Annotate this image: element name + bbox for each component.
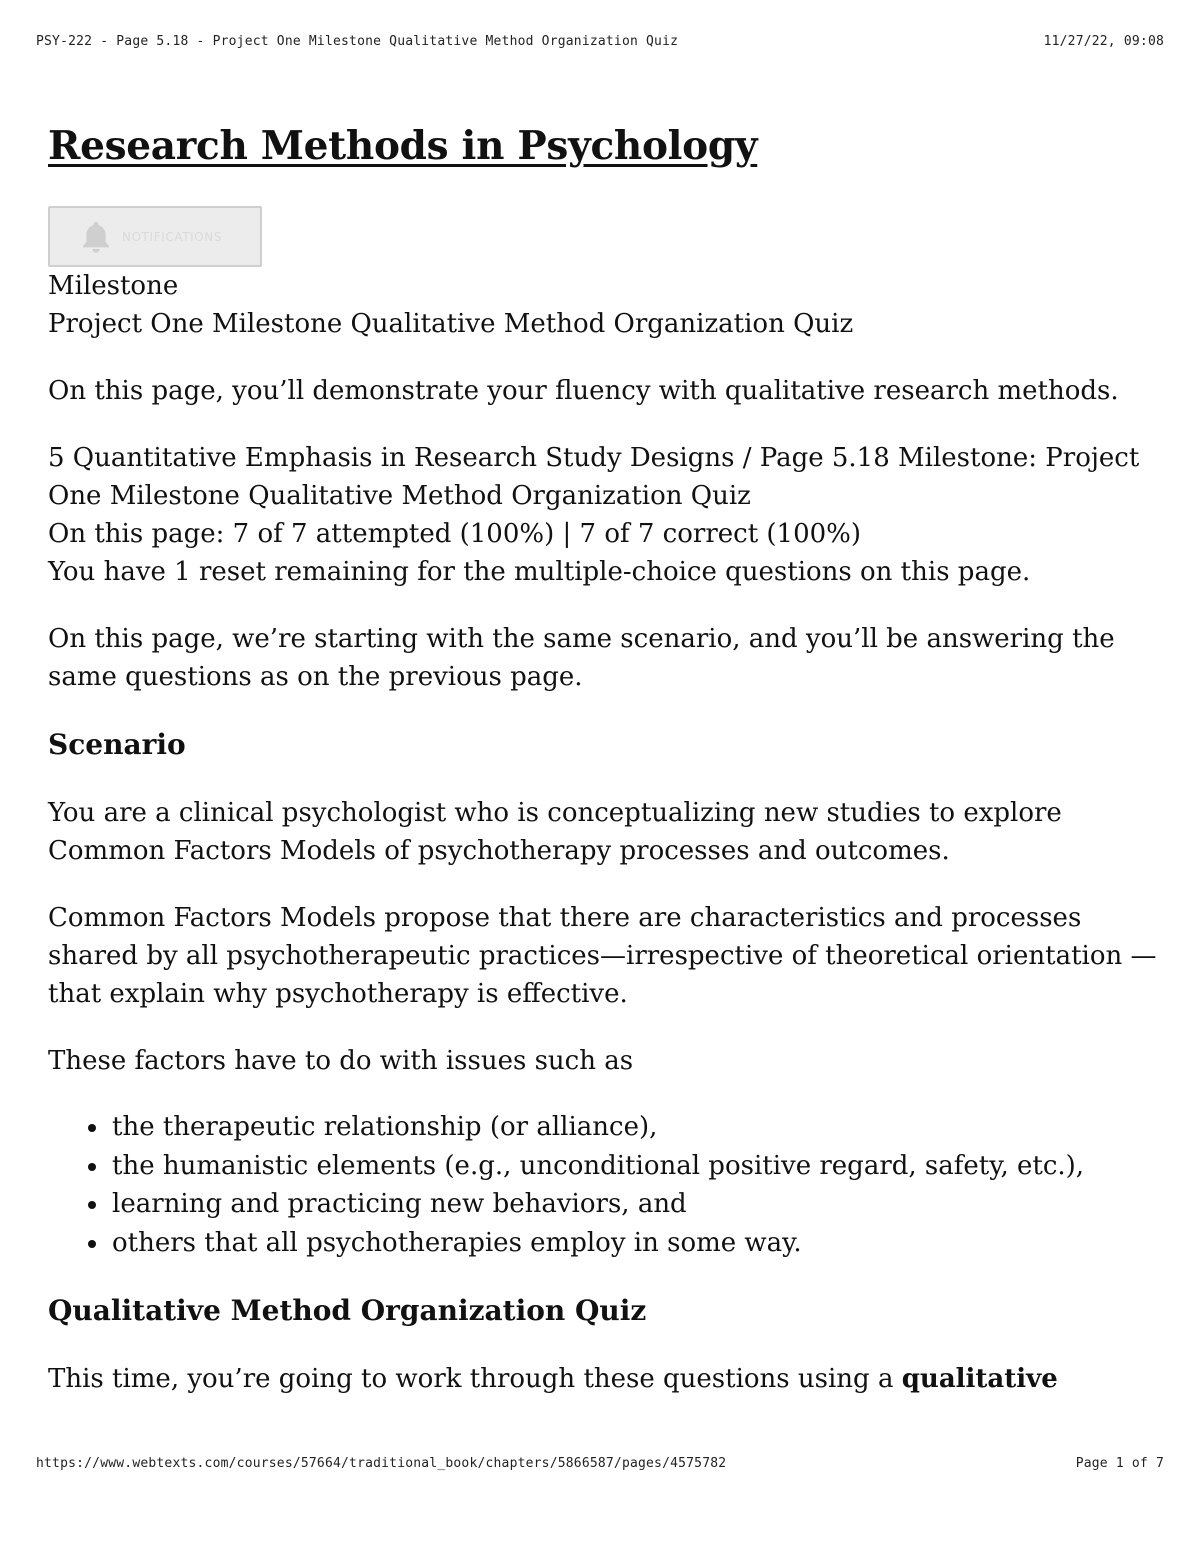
print-header	[36, 34, 1164, 49]
list-item: • others that all psychotherapies employ in some way.	[110, 1224, 1158, 1263]
scenario-paragraph-3: These factors have to do with issues such as	[48, 1046, 634, 1076]
scenario-heading: Scenario	[48, 728, 186, 761]
print-footer-url: https://www.webtexts.com/courses/57664/traditional_book/chapters/5866587/pages/4575782	[36, 1456, 727, 1471]
site-title[interactable]: Research Methods in Psychology	[48, 123, 758, 169]
quiz-intro-bold: qualitative	[901, 1364, 1058, 1394]
quiz-heading: Qualitative Method Organization Quiz	[48, 1294, 647, 1327]
notifications-button[interactable]	[48, 206, 262, 267]
list-item: • the humanistic elements (e.g., unconditional positive regard, safety, etc.),	[110, 1147, 1158, 1186]
scenario-intro: On this page, we’re starting with the same scenario, and you’ll be answering the same questions as on the previous page.	[48, 624, 1115, 692]
intro-text: On this page, you’ll demonstrate your fluency with qualitative research methods.	[48, 376, 1119, 406]
list-item: • the therapeutic relationship (or alliance),	[110, 1108, 1158, 1147]
reset-status: You have 1 reset remaining for the multiple-choice questions on this page.	[48, 557, 1031, 587]
notifications-label: NOTIFICATIONS	[122, 229, 223, 244]
quiz-intro	[48, 1360, 1158, 1398]
print-header-datetime: 11/27/22, 09:08	[1043, 34, 1164, 49]
breadcrumb: 5 Quantitative Emphasis in Research Study Designs / Page 5.18 Milestone: Project One Milestone Qualitative Method Organization Quiz	[48, 443, 1140, 511]
progress-status: On this page: 7 of 7 attempted (100%) | 7 of 7 correct (100%)	[48, 519, 862, 549]
quiz-intro-text: This time, you’re going to work through these questions using a	[48, 1364, 902, 1394]
scenario-paragraph-1: You are a clinical psychologist who is conceptualizing new studies to explore Common Factors Models of psychotherapy processes and outcomes.	[48, 798, 1062, 866]
bell-icon	[80, 220, 112, 254]
list-item: • learning and practicing new behaviors, and	[110, 1185, 1158, 1224]
milestone-label: Milestone	[48, 271, 179, 301]
print-footer	[36, 1456, 1164, 1471]
scenario-paragraph-2: Common Factors Models propose that there are characteristics and processes shared by all psychotherapeutic practices—irrespective of theoretical orientation —that explain why psychotherapy is effective.	[48, 903, 1157, 1009]
print-footer-page: Page 1 of 7	[1075, 1456, 1164, 1471]
print-header-title: PSY-222 - Page 5.18 - Project One Milestone Qualitative Method Organization Quiz	[36, 34, 679, 49]
page-heading: Project One Milestone Qualitative Method Organization Quiz	[48, 309, 854, 339]
main-content	[48, 118, 1158, 1398]
factors-list	[48, 1108, 1158, 1262]
